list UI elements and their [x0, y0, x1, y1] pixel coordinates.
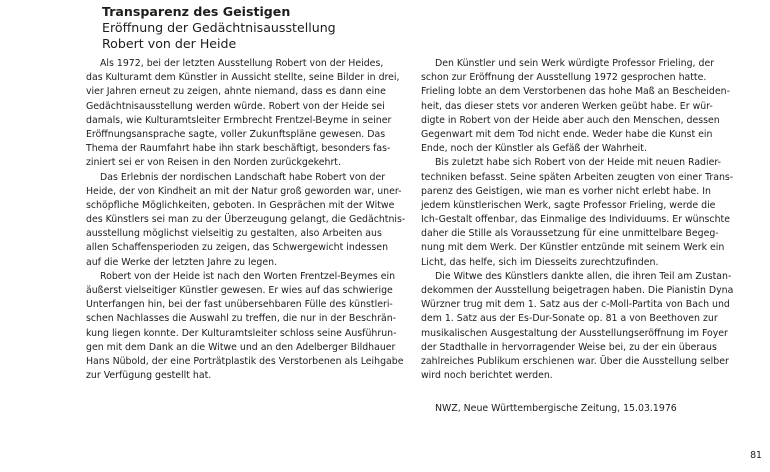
text-line: Thema der Raumfahrt habe ihn stark beschäftigt, besonders fas-	[86, 143, 391, 155]
text-line: Robert von der Heide ist nach den Worten Frentzel-Beymes ein	[100, 270, 396, 282]
text-line: das Kulturamt dem Künstler in Aussicht stellte, seine Bilder in drei,	[86, 72, 400, 84]
text-line: Frieling lobte an dem Verstorbenen das hohe Maß an Bescheiden-	[421, 86, 730, 98]
text-line: dem 1. Satz aus der Es-Dur-Sonate op. 81 a von Beethoven zur	[421, 313, 718, 325]
text-line: Ende, noch der Künstler als Gefäß der Wahrheit.	[421, 143, 647, 155]
text-line: der Stadthalle in hervorragender Weise bei, zu der ein überaus	[421, 341, 717, 353]
text-line: Unterfangen hin, bei der fast unübersehbaren Fülle des künstleri-	[86, 299, 393, 311]
text-line: jedem künstlerischen Werk, sagte Professor Frieling, werde die	[421, 199, 716, 211]
text-line: heit, das dieser stets vor anderen Werken geübt habe. Er wür-	[421, 100, 713, 112]
text-line: zur Verfügung gestellt hat.	[86, 370, 212, 382]
text-line: Licht, das helfe, sich im Diesseits zurechtzufinden.	[421, 256, 659, 268]
text-line: nung mit dem Werk. Der Künstler entzünde mit seinem Werk ein	[421, 242, 725, 254]
text-line: techniken befasst. Seine späten Arbeiten zeugten von einer Trans-	[421, 171, 734, 183]
text-line: Heide, der von Kindheit an mit der Natur groß geworden war, uner-	[86, 185, 402, 197]
text-line: ziniert sei er von Reisen in den Norden zurückgekehrt.	[86, 157, 341, 169]
text-line: Den Künstler und sein Werk würdigte Professor Frieling, der	[435, 58, 715, 69]
text-line: Das Erlebnis der nordischen Landschaft habe Robert von der	[100, 171, 386, 183]
text-line: ausstellung möglichst vielseitig zu gestalten, also Arbeiten aus	[86, 228, 382, 240]
text-line: Gedächtnisausstellung werden würde. Robert von der Heide sei	[86, 100, 385, 112]
article-title: Transparenz des Geistigen	[102, 4, 291, 19]
text-line: des Künstlers sei man zu der Überzeugung gelangt, die Gedächtnis-	[86, 214, 406, 226]
text-line: dekommen der Ausstellung beigetragen haben. Die Pianistin Dyna	[421, 285, 734, 296]
text-line: digte in Robert von der Heide aber auch den Menschen, dessen	[421, 114, 720, 126]
text-line: Gegenwart mit dem Tod nicht ende. Weder habe die Kunst ein	[421, 128, 713, 140]
text-line: schon zur Eröffnung der Ausstellung 1972 gesprochen hatte.	[421, 72, 707, 84]
article-author: Robert von der Heide	[102, 36, 237, 51]
text-line: schen Nachlasses die Auswahl zu treffen, die nur in der Beschrän-	[86, 313, 397, 325]
text-line: wird noch berichtet werden.	[421, 370, 553, 382]
left-text-column	[86, 57, 406, 383]
text-line: schöpfliche Möglichkeiten, geboten. In Gesprächen mit der Witwe	[86, 199, 395, 211]
text-line: allen Schaffensperioden zu zeigen, das Schwergewicht indessen	[86, 242, 389, 254]
article-header	[102, 4, 462, 52]
source-citation: NWZ, Neue Württembergische Zeitung, 15.03.1976	[435, 403, 677, 414]
text-line: Hans Nübold, der eine Porträtplastik des Verstorbenen als Leihgabe	[86, 355, 404, 367]
text-line: Als 1972, bei der letzten Ausstellung Robert von der Heides,	[100, 58, 384, 69]
text-line: Die Witwe des Künstlers dankte allen, die ihren Teil am Zustan-	[435, 270, 732, 282]
text-line: damals, wie Kulturamtsleiter Ermbrecht Frentzel-Beyme in seiner	[86, 114, 392, 126]
text-line: kung liegen konnte. Der Kulturamtsleiter schloss seine Ausführun-	[86, 327, 397, 339]
article-subtitle: Eröffnung der Gedächtnisausstellung	[102, 20, 336, 35]
text-line: parenz des Geistigen, wie man es vorher nicht erlebt habe. In	[421, 185, 711, 197]
text-line: Würzner trug mit dem 1. Satz aus der c-Moll-Partita von Bach und	[421, 299, 730, 311]
text-line: äußerst vielseitiger Künstler gewesen. Er wies auf das schwierige	[86, 285, 393, 296]
text-line: auf die Werke der letzten Jahre zu legen.	[86, 256, 278, 268]
text-line: daher die Stille als Voraussetzung für eine unmittelbare Begeg-	[421, 228, 719, 240]
right-text-column	[421, 57, 737, 383]
text-line: Eröffnungsansprache sagte, voller Zukunftspläne gewesen. Das	[86, 128, 386, 140]
text-line: musikalischen Ausgestaltung der Ausstellungseröffnung im Foyer	[421, 327, 728, 339]
text-line: vier Jahren erneut zu zeigen, ahnte niemand, dass es dann eine	[86, 86, 386, 98]
text-line: gen mit dem Dank an die Witwe und an den Adelberger Bildhauer	[86, 341, 396, 353]
page-number: 81	[750, 450, 762, 461]
text-line: Bis zuletzt habe sich Robert von der Heide mit neuen Radier-	[435, 157, 722, 169]
text-line: Ich-Gestalt offenbar, das Einmalige des Individuums. Er wünschte	[421, 214, 730, 226]
text-line: zahlreiches Publikum erschienen war. Über die Ausstellung selber	[421, 355, 729, 367]
